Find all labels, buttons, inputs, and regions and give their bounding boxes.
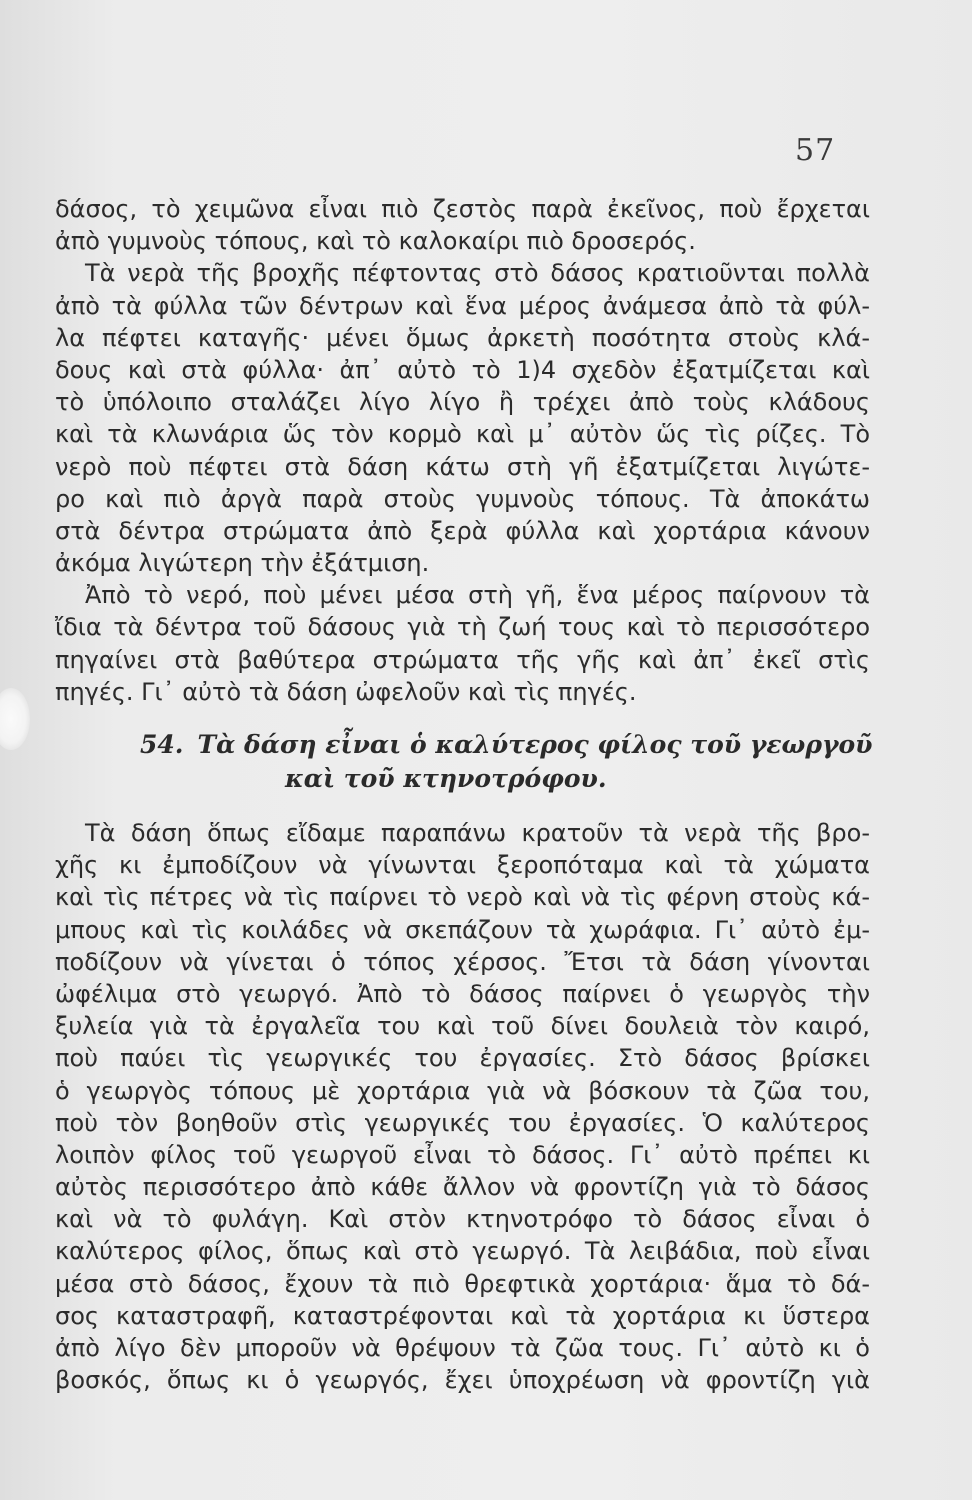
text-line: καὶ τὰ κλωνάρια ὥς τὸν κορμὸ καὶ μ᾽ αὐτὸν ὥς τὶς ρίζες. Τὸ xyxy=(55,420,870,449)
paragraphs-top xyxy=(55,193,870,708)
text-line: Τὰ δάση ὅπως εἴδαμε παραπάνω κρατοῦν τὰ νερὰ τῆς βρο- xyxy=(85,819,870,847)
text-line: βοσκός, ὅπως κι ὁ γεωργός, ἔχει ὑποχρέωση νὰ φροντίζη γιὰ xyxy=(55,1366,870,1395)
text-line: δους καὶ στὰ φύλλα· ἀπ᾽ αὐτὸ τὸ 1)4 σχεδὸν ἐξατμίζεται καὶ xyxy=(55,355,870,384)
text-line: ἴδια τὰ δέντρα τοῦ δάσους γιὰ τὴ ζωή τους καὶ τὸ περισσότερο xyxy=(55,613,870,642)
text-line: ὁ γεωργὸς τόπους μὲ χορτάρια γιὰ νὰ βόσκουν τὰ ζῶα του, xyxy=(55,1076,870,1105)
text-line: σος καταστραφῆ, καταστρέφονται καὶ τὰ χορτάρια κι ὕστερα xyxy=(55,1301,870,1330)
paragraphs-bottom xyxy=(55,817,870,1396)
text-line: Τὰ νερὰ τῆς βροχῆς πέφτοντας στὸ δάσος κρατιοῦνται πολλὰ xyxy=(85,259,870,288)
page-number: 57 xyxy=(795,133,836,168)
text-line: πηγαίνει στὰ βαθύτερα στρώματα τῆς γῆς καὶ ἀπ᾽ ἐκεῖ στὶς xyxy=(55,645,870,674)
text-line: λα πέφτει καταγῆς· μένει ὅμως ἀρκετὴ ποσότητα στοὺς κλά- xyxy=(55,323,870,352)
section-title-line-2: καὶ τοῦ κτηνοτρόφου. xyxy=(285,764,607,793)
text-line: Ἀπὸ τὸ νερό, ποὺ μένει μέσα στὴ γῆ, ἕνα μέρος παίρνουν τὰ xyxy=(85,581,870,610)
text-line: στὰ δέντρα στρώματα ἀπὸ ξερὰ φύλλα καὶ χορτάρια κάνουν xyxy=(55,516,870,545)
section-number: 54. xyxy=(140,730,184,759)
text-line: ὠφέλιμα στὸ γεωργό. Ἀπὸ τὸ δάσος παίρνει ὁ γεωργὸς τὴν xyxy=(55,979,870,1008)
text-line: ξυλεία γιὰ τὰ ἐργαλεῖα του καὶ τοῦ δίνει δουλειὰ τὸν καιρό, xyxy=(55,1012,870,1041)
text-line: μπους καὶ τὶς κοιλάδες νὰ σκεπάζουν τὰ χωράφια. Γι᾽ αὐτὸ ἐμ- xyxy=(55,915,870,944)
text-line: ρο καὶ πιὸ ἀργὰ παρὰ στοὺς γυμνοὺς τόπους. Τὰ ἀποκάτω xyxy=(55,484,870,513)
text-line: μέσα στὸ δάσος, ἔχουν τὰ πιὸ θρεφτικὰ χορτάρια· ἅμα τὸ δά- xyxy=(55,1269,870,1298)
text-line: ποὺ παύει τὶς γεωργικές του ἐργασίες. Στὸ δάσος βρίσκει xyxy=(55,1044,870,1073)
text-line: ἀπὸ γυμνοὺς τόπους, καὶ τὸ καλοκαίρι πιὸ δροσερός. xyxy=(55,227,696,256)
text-line: ποὺ τὸν βοηθοῦν στὶς γεωργικές του ἐργασίες. Ὁ καλύτερος xyxy=(55,1108,870,1137)
text-line: αὐτὸς περισσότερο ἀπὸ κάθε ἄλλον νὰ φροντίζη γιὰ τὸ δάσος xyxy=(55,1173,870,1202)
text-line: καὶ τὶς πέτρες νὰ τὶς παίρνει τὸ νερὸ καὶ νὰ τὶς φέρνη στοὺς κά- xyxy=(55,883,870,912)
text-line: πηγές. Γι᾽ αὐτὸ τὰ δάση ὠφελοῦν καὶ τὶς πηγές. xyxy=(55,677,637,706)
text-line: τὸ ὑπόλοιπο σταλάζει λίγο λίγο ἢ τρέχει ἀπὸ τοὺς κλάδους xyxy=(55,388,870,417)
paper-hole-mark xyxy=(0,688,30,750)
text-line: λοιπὸν φίλος τοῦ γεωργοῦ εἶναι τὸ δάσος. Γι᾽ αὐτὸ πρέπει κι xyxy=(55,1140,870,1169)
text-line: ἀκόμα λιγώτερη τὴν ἐξάτμιση. xyxy=(55,549,430,578)
text-line: ἀπὸ τὰ φύλλα τῶν δέντρων καὶ ἕνα μέρος ἀνάμεσα ἀπὸ τὰ φύλ- xyxy=(55,291,870,320)
section-heading-line-1 xyxy=(140,728,873,762)
text-line: χῆς κι ἐμποδίζουν νὰ γίνωνται ξεροπόταμα καὶ τὰ χώματα xyxy=(55,851,870,880)
text-line: ποδίζουν νὰ γίνεται ὁ τόπος χέρσος. Ἔτσι τὰ δάση γίνονται xyxy=(55,947,870,976)
text-line: νερὸ ποὺ πέφτει στὰ δάση κάτω στὴ γῆ ἐξατμίζεται λιγώτε- xyxy=(55,452,870,481)
section-heading xyxy=(140,728,873,796)
text-line: δάσος, τὸ χειμῶνα εἶναι πιὸ ζεστὸς παρὰ ἐκεῖνος, ποὺ ἔρχεται xyxy=(55,195,870,223)
text-line: ἀπὸ λίγο δὲν μποροῦν νὰ θρέψουν τὰ ζῶα τους. Γι᾽ αὐτὸ κι ὁ xyxy=(55,1334,870,1362)
text-line: καὶ νὰ τὸ φυλάγη. Καὶ στὸν κτηνοτρόφο τὸ δάσος εἶναι ὁ xyxy=(55,1205,870,1234)
text-line: καλύτερος φίλος, ὅπως καὶ στὸ γεωργό. Τὰ λειβάδια, ποὺ εἶναι xyxy=(55,1237,870,1266)
section-title-line-1: Τὰ δάση εἶναι ὁ καλύτερος φίλος τοῦ γεωργοῦ xyxy=(197,730,873,759)
